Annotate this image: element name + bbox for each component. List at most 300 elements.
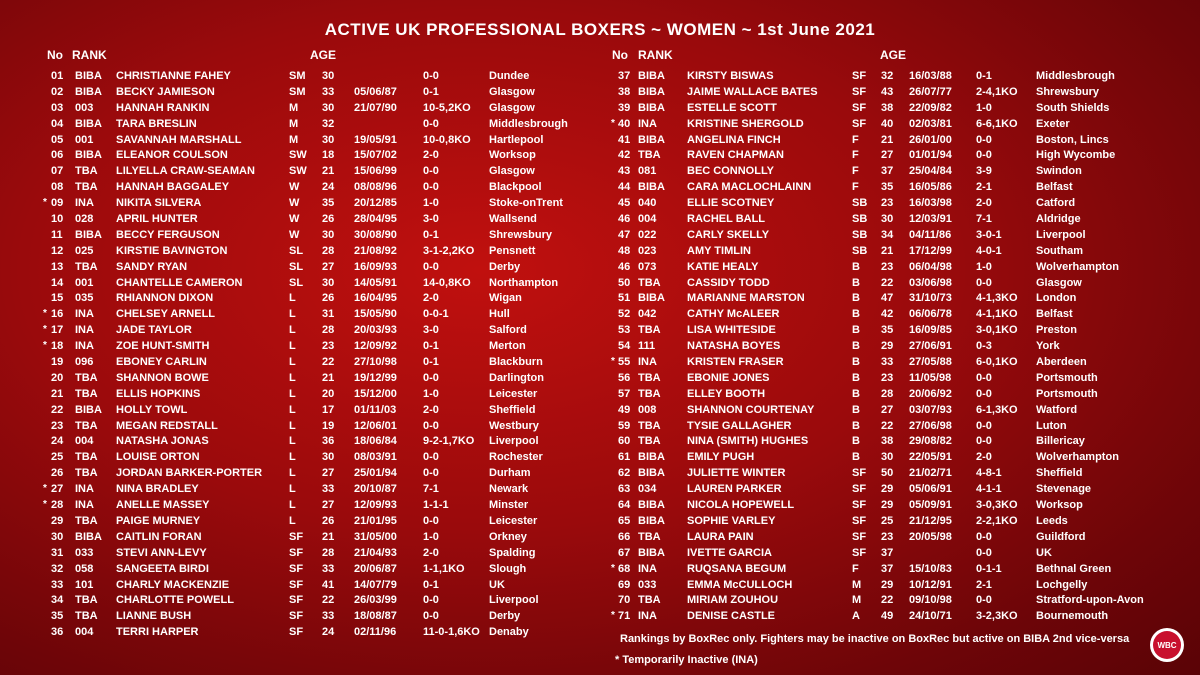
- boxer-name: JAIME WALLACE BATES: [687, 85, 818, 98]
- boxer-name: STEVI ANN-LEVY: [116, 546, 207, 559]
- boxer-no: 13: [51, 260, 64, 273]
- boxer-weight-class: L: [289, 435, 296, 448]
- boxer-rank: TBA: [638, 594, 661, 607]
- boxer-name: ESTELLE SCOTT: [687, 101, 777, 114]
- boxer-rank: 004: [75, 435, 94, 448]
- boxer-record: 3-0: [423, 324, 439, 337]
- boxer-location: Worksop: [489, 149, 536, 162]
- boxer-name: SANDY RYAN: [116, 260, 188, 273]
- boxer-age: 21: [881, 244, 894, 257]
- boxer-record: 0-0: [423, 514, 439, 527]
- boxer-location: Liverpool: [489, 594, 539, 607]
- boxer-name: CHARLY MACKENZIE: [116, 578, 230, 591]
- boxer-rank: BIBA: [638, 101, 665, 114]
- boxer-weight-class: B: [852, 276, 860, 289]
- boxer-no: 60: [618, 435, 631, 448]
- boxer-location: Shrewsbury: [1036, 85, 1099, 98]
- boxer-name: CARA MACLOCHLAINN: [687, 181, 812, 194]
- boxer-location: Leicester: [489, 514, 538, 527]
- boxer-weight-class: L: [289, 514, 296, 527]
- boxer-weight-class: M: [289, 117, 299, 130]
- boxer-location: UK: [1036, 546, 1052, 559]
- boxer-rank: 040: [638, 197, 657, 210]
- boxer-name: TERRI HARPER: [116, 626, 199, 639]
- boxer-location: Rochester: [489, 451, 543, 464]
- boxer-name: LILYELLA CRAW-SEAMAN: [116, 165, 255, 178]
- boxer-name: LOUISE ORTON: [116, 451, 200, 464]
- boxer-weight-class: M: [852, 578, 862, 591]
- boxer-weight-class: SF: [852, 483, 867, 496]
- boxer-location: Wallsend: [489, 213, 537, 226]
- boxer-dob: 14/05/91: [354, 276, 397, 289]
- boxer-rank: TBA: [638, 419, 661, 432]
- boxer-age: 26: [322, 514, 335, 527]
- boxer-rank: INA: [638, 117, 657, 130]
- boxer-star: *: [611, 562, 615, 574]
- boxer-name: NIKITA SILVERA: [116, 197, 202, 210]
- boxer-weight-class: A: [852, 610, 860, 623]
- boxer-record: 1-0: [423, 530, 439, 543]
- boxer-record: 0-0: [976, 149, 992, 162]
- boxer-age: 29: [881, 340, 894, 353]
- boxer-age: 38: [881, 101, 894, 114]
- boxer-rank: 023: [638, 244, 657, 257]
- boxer-name: TYSIE GALLAGHER: [687, 419, 792, 432]
- boxer-rank: BIBA: [75, 530, 102, 543]
- boxer-dob: 12/06/01: [354, 419, 397, 432]
- boxer-dob: 14/07/79: [354, 578, 397, 591]
- boxer-weight-class: F: [852, 562, 859, 575]
- boxer-name: PAIGE MURNEY: [116, 514, 201, 527]
- boxer-location: Lochgelly: [1036, 578, 1088, 591]
- boxer-record: 6-1,3KO: [976, 403, 1018, 416]
- boxer-weight-class: M: [289, 101, 299, 114]
- boxer-age: 35: [322, 197, 335, 210]
- boxer-location: Derby: [489, 260, 521, 273]
- boxer-star: *: [611, 610, 615, 622]
- boxer-age: 22: [881, 276, 894, 289]
- boxer-dob: 02/11/96: [354, 626, 397, 639]
- boxer-age: 24: [322, 626, 335, 639]
- boxer-no: 50: [618, 276, 631, 289]
- boxer-record: 0-0: [423, 70, 439, 82]
- boxer-weight-class: L: [289, 340, 296, 353]
- boxer-no: 57: [618, 387, 631, 400]
- boxer-location: Sheffield: [489, 403, 536, 416]
- boxer-no: 29: [51, 514, 64, 527]
- boxer-age: 22: [881, 419, 894, 432]
- boxer-weight-class: SW: [289, 149, 307, 162]
- boxer-dob: 15/12/00: [354, 387, 397, 400]
- boxer-rank: 035: [75, 292, 94, 305]
- boxer-age: 27: [322, 260, 335, 273]
- boxer-name: CHRISTIANNE FAHEY: [116, 70, 231, 82]
- boxer-no: 56: [618, 371, 631, 384]
- boxer-no: 54: [618, 340, 631, 353]
- boxer-age: 27: [322, 467, 335, 480]
- boxer-record: 2-0: [976, 451, 992, 464]
- boxer-weight-class: F: [852, 149, 859, 162]
- boxer-name: ANGELINA FINCH: [687, 133, 781, 146]
- boxer-name: BECKY JAMIESON: [116, 85, 215, 98]
- boxer-name: KATIE HEALY: [687, 260, 759, 273]
- boxer-record: 0-1: [423, 578, 439, 591]
- boxer-rank: BIBA: [75, 149, 102, 162]
- boxer-name: KRISTINE SHERGOLD: [687, 117, 804, 130]
- boxer-weight-class: SB: [852, 228, 868, 241]
- boxer-name: HANNAH BAGGALEY: [116, 181, 230, 194]
- boxer-record: 14-0,8KO: [423, 276, 471, 289]
- boxer-location: Westbury: [489, 419, 539, 432]
- boxer-age: 23: [881, 197, 894, 210]
- boxer-name: RACHEL BALL: [687, 213, 766, 226]
- boxer-age: 30: [881, 451, 894, 464]
- boxer-no: 22: [51, 403, 64, 416]
- boxer-rank: BIBA: [638, 499, 665, 512]
- boxer-age: 28: [322, 324, 335, 337]
- boxer-name: KIRSTIE BAVINGTON: [116, 244, 228, 257]
- boxer-record: 0-0: [423, 594, 439, 607]
- boxer-location: Liverpool: [1036, 228, 1086, 241]
- boxer-name: HANNAH RANKIN: [116, 101, 210, 114]
- boxer-location: Derby: [489, 610, 521, 623]
- boxer-weight-class: L: [289, 324, 296, 337]
- boxer-weight-class: SB: [852, 197, 868, 210]
- boxer-record: 4-8-1: [976, 467, 1002, 480]
- boxer-location: Portsmouth: [1036, 387, 1098, 400]
- boxer-weight-class: SF: [852, 514, 867, 527]
- boxer-rank: BIBA: [638, 133, 665, 146]
- boxer-record: 0-0: [423, 451, 439, 464]
- boxer-weight-class: W: [289, 181, 300, 194]
- boxer-location: Orkney: [489, 530, 527, 543]
- boxer-rank: 008: [638, 403, 657, 416]
- boxer-dob: 30/08/90: [354, 228, 397, 241]
- boxer-weight-class: L: [289, 371, 296, 384]
- boxer-dob: 16/03/98: [909, 197, 952, 210]
- boxer-star: *: [43, 197, 47, 209]
- boxer-rank: BIBA: [75, 403, 102, 416]
- boxer-age: 27: [322, 499, 335, 512]
- header-age: AGE: [310, 48, 337, 62]
- boxer-weight-class: SB: [852, 213, 868, 226]
- boxer-record: 0-0: [976, 546, 992, 559]
- boxer-location: Exeter: [1036, 117, 1070, 130]
- boxer-name: EMILY PUGH: [687, 451, 755, 464]
- boxer-dob: 15/07/02: [354, 149, 397, 162]
- boxer-star: *: [43, 324, 47, 336]
- boxer-record: 0-0: [976, 133, 992, 146]
- boxer-rank: 025: [75, 244, 94, 257]
- boxer-location: Wolverhampton: [1036, 451, 1119, 464]
- boxer-no: 32: [51, 562, 64, 575]
- boxer-dob: 16/09/85: [909, 324, 952, 337]
- boxer-age: 30: [322, 451, 335, 464]
- boxer-location: Preston: [1036, 324, 1077, 337]
- boxer-age: 33: [322, 610, 335, 623]
- boxer-rank: 033: [638, 578, 657, 591]
- boxer-record: 0-0: [976, 387, 992, 400]
- boxer-record: 7-1: [976, 213, 992, 226]
- boxer-rank: TBA: [638, 387, 661, 400]
- boxer-dob: 01/11/03: [354, 403, 397, 416]
- boxer-no: 43: [618, 165, 631, 178]
- boxer-no: 46: [618, 260, 631, 273]
- boxer-age: 35: [881, 181, 894, 194]
- boxer-age: 37: [881, 562, 894, 575]
- boxer-weight-class: SF: [852, 546, 867, 559]
- boxer-record: 0-1: [423, 356, 439, 369]
- boxer-no: 34: [51, 594, 64, 607]
- boxer-weight-class: SF: [852, 85, 867, 98]
- boxer-rank: 022: [638, 228, 657, 241]
- boxer-no: 35: [51, 610, 64, 623]
- inactive-legend: [615, 654, 758, 666]
- boxer-no: 55: [618, 356, 631, 369]
- boxer-dob: 01/01/94: [909, 149, 952, 162]
- boxer-location: Belfast: [1036, 181, 1073, 194]
- boxer-no: 01: [51, 70, 64, 82]
- boxer-record: 3-0-1: [976, 228, 1002, 241]
- boxer-no: 31: [51, 546, 64, 559]
- boxer-age: 22: [322, 594, 335, 607]
- boxer-rank: 001: [75, 133, 94, 146]
- boxer-location: Spalding: [489, 546, 536, 559]
- boxer-location: Merton: [489, 340, 526, 353]
- boxer-rank: BIBA: [638, 181, 665, 194]
- boxer-rank: TBA: [638, 435, 661, 448]
- boxer-location: Guildford: [1036, 530, 1086, 543]
- boxer-name: LAURA PAIN: [687, 530, 754, 543]
- boxer-location: London: [1036, 292, 1077, 305]
- boxer-rank: INA: [75, 499, 94, 512]
- boxer-weight-class: SF: [852, 499, 867, 512]
- boxer-name: HOLLY TOWL: [116, 403, 188, 416]
- boxer-weight-class: SF: [289, 594, 304, 607]
- boxer-location: Wolverhampton: [1036, 260, 1119, 273]
- boxer-location: Salford: [489, 324, 527, 337]
- boxer-weight-class: L: [289, 467, 296, 480]
- boxer-dob: 27/10/98: [354, 356, 397, 369]
- boxer-location: Aldridge: [1036, 213, 1081, 226]
- boxer-record: 0-0: [423, 260, 439, 273]
- page-title: ACTIVE UK PROFESSIONAL BOXERS ~ WOMEN ~ 1st June 2021: [324, 20, 876, 39]
- boxer-name: MARIANNE MARSTON: [687, 292, 805, 305]
- boxer-age: 26: [322, 213, 335, 226]
- boxer-dob: 05/06/91: [909, 483, 952, 496]
- boxer-star: *: [611, 356, 615, 368]
- boxer-rank: BIBA: [638, 451, 665, 464]
- boxer-rank: INA: [75, 483, 94, 496]
- boxer-no: 62: [618, 467, 631, 480]
- boxer-dob: 22/09/82: [909, 101, 952, 114]
- boxer-weight-class: SF: [289, 546, 304, 559]
- boxer-dob: 09/10/98: [909, 594, 952, 607]
- boxer-location: Luton: [1036, 419, 1067, 432]
- boxer-weight-class: L: [289, 387, 296, 400]
- boxer-name: KRISTEN FRASER: [687, 356, 784, 369]
- boxer-rank: 004: [638, 213, 657, 226]
- boxer-no: 65: [618, 514, 631, 527]
- boxer-no: 42: [618, 149, 631, 162]
- boxer-location: Catford: [1036, 197, 1076, 210]
- boxer-record: 4-1-1: [976, 483, 1002, 496]
- boxer-location: Glasgow: [489, 165, 535, 178]
- boxer-rank: 111: [638, 340, 656, 353]
- boxer-dob: 21/02/71: [909, 467, 952, 480]
- boxer-record: 4-1,3KO: [976, 292, 1018, 305]
- boxer-name: RHIANNON DIXON: [116, 292, 214, 305]
- boxer-record: 0-0: [976, 371, 992, 384]
- boxer-age: 37: [881, 165, 894, 178]
- boxer-weight-class: L: [289, 308, 296, 321]
- boxer-no: 19: [51, 356, 64, 369]
- boxer-weight-class: B: [852, 435, 860, 448]
- boxer-record: 1-0: [976, 101, 992, 114]
- boxer-age: 49: [881, 610, 894, 623]
- boxer-weight-class: F: [852, 165, 859, 178]
- boxer-dob: 20/06/87: [354, 562, 397, 575]
- boxer-no: 61: [618, 451, 631, 464]
- boxer-dob: 05/06/87: [354, 85, 397, 98]
- boxer-name: JORDAN BARKER-PORTER: [116, 467, 263, 480]
- boxer-location: Denaby: [489, 626, 529, 639]
- wbc-logo-text: WBC: [1157, 640, 1177, 650]
- boxer-dob: 16/04/95: [354, 292, 397, 305]
- boxer-age: 20: [322, 387, 335, 400]
- boxer-age: 30: [322, 228, 335, 241]
- boxer-rank: 058: [75, 562, 94, 575]
- boxer-record: 0-0: [423, 371, 439, 384]
- boxer-no: 10: [51, 213, 64, 226]
- boxer-weight-class: B: [852, 419, 860, 432]
- boxer-no: 08: [51, 181, 64, 194]
- boxer-weight-class: SF: [852, 70, 867, 82]
- boxer-location: Northampton: [489, 276, 559, 289]
- boxer-record: 0-3: [976, 340, 992, 353]
- boxer-record: 1-1-1: [423, 499, 449, 512]
- boxer-age: 32: [322, 117, 335, 130]
- boxer-location: Portsmouth: [1036, 371, 1098, 384]
- boxer-weight-class: L: [289, 483, 296, 496]
- boxer-location: Aberdeen: [1036, 356, 1087, 369]
- boxer-rank: TBA: [75, 260, 98, 273]
- boxer-dob: 12/09/92: [354, 340, 397, 353]
- boxer-dob: 03/07/93: [909, 403, 952, 416]
- boxer-age: 38: [881, 435, 894, 448]
- boxer-age: 22: [881, 594, 894, 607]
- boxer-dob: 26/07/77: [909, 85, 952, 98]
- boxer-age: 35: [881, 324, 894, 337]
- boxer-name: NATASHA JONAS: [116, 435, 209, 448]
- boxer-weight-class: SM: [289, 70, 306, 82]
- boxer-record: 0-0: [423, 165, 439, 178]
- boxer-location: Newark: [489, 483, 529, 496]
- boxer-no: 14: [51, 276, 64, 289]
- boxer-name: BECCY FERGUSON: [116, 228, 220, 241]
- inactive-legend-text: Temporarily Inactive (INA): [622, 654, 758, 666]
- boxer-location: Middlesbrough: [1036, 70, 1115, 82]
- boxer-name: ELEANOR COULSON: [116, 149, 228, 162]
- boxer-name: ELLIS HOPKINS: [116, 387, 201, 400]
- boxer-record: 9-2-1,7KO: [423, 435, 475, 448]
- header-rank: RANK: [72, 48, 107, 62]
- boxer-dob: 20/03/93: [354, 324, 397, 337]
- boxer-name: SANGEETA BIRDI: [116, 562, 209, 575]
- boxer-rank: 042: [638, 308, 657, 321]
- boxer-location: Hartlepool: [489, 133, 544, 146]
- boxer-age: 23: [881, 371, 894, 384]
- boxer-age: 33: [322, 483, 335, 496]
- boxer-record: 2-0: [423, 403, 439, 416]
- boxer-age: 40: [881, 117, 894, 130]
- boxer-weight-class: W: [289, 213, 300, 226]
- boxer-no: 71: [618, 610, 631, 623]
- boxer-weight-class: L: [289, 419, 296, 432]
- boxer-record: 0-0: [423, 419, 439, 432]
- boxer-record: 10-5,2KO: [423, 101, 471, 114]
- boxer-location: Pensnett: [489, 244, 536, 257]
- boxer-no: 49: [618, 403, 631, 416]
- boxer-dob: 28/04/95: [354, 213, 397, 226]
- boxer-record: 1-0: [423, 387, 439, 400]
- boxer-rank: TBA: [75, 467, 98, 480]
- boxer-age: 31: [322, 308, 335, 321]
- boxer-dob: 05/09/91: [909, 499, 952, 512]
- boxer-name: EBONIE JONES: [687, 371, 770, 384]
- boxer-age: 37: [881, 546, 894, 559]
- boxer-age: 36: [322, 435, 335, 448]
- boxer-weight-class: B: [852, 292, 860, 305]
- boxer-no: 25: [51, 451, 64, 464]
- boxer-age: 17: [322, 403, 335, 416]
- boxer-age: 50: [881, 467, 894, 480]
- boxer-location: Shrewsbury: [489, 228, 552, 241]
- boxer-rank: 003: [75, 101, 94, 114]
- boxer-record: 0-0: [423, 181, 439, 194]
- boxer-rank: BIBA: [638, 467, 665, 480]
- boxer-rank: BIBA: [638, 514, 665, 527]
- boxer-record: 0-1: [423, 340, 439, 353]
- boxer-name: CATHY McALEER: [687, 308, 780, 321]
- boxer-age: 22: [322, 356, 335, 369]
- boxer-no: 23: [51, 419, 64, 432]
- boxer-name: TARA BRESLIN: [116, 117, 197, 130]
- boxer-dob: 18/06/84: [354, 435, 397, 448]
- boxer-weight-class: F: [852, 133, 859, 146]
- boxer-name: CHARLOTTE POWELL: [116, 594, 234, 607]
- header-rank-right: RANK: [638, 48, 673, 62]
- boxer-rank: TBA: [75, 181, 98, 194]
- boxer-record: 1-0: [423, 197, 439, 210]
- boxer-rank: TBA: [75, 371, 98, 384]
- boxer-rank: TBA: [638, 276, 661, 289]
- boxer-location: Liverpool: [489, 435, 539, 448]
- boxer-location: Boston, Lincs: [1036, 133, 1109, 146]
- boxer-location: Darlington: [489, 371, 544, 384]
- boxer-location: Stratford-upon-Avon: [1036, 594, 1144, 607]
- boxer-weight-class: F: [852, 181, 859, 194]
- boxer-no: 20: [51, 371, 64, 384]
- boxer-location: Stoke-onTrent: [489, 197, 563, 210]
- boxer-record: 0-1-1: [976, 562, 1002, 575]
- boxer-age: 27: [881, 403, 894, 416]
- boxer-age: 24: [322, 181, 335, 194]
- boxer-dob: 15/10/83: [909, 562, 952, 575]
- boxer-dob: 25/04/84: [909, 165, 952, 178]
- boxer-name: JULIETTE WINTER: [687, 467, 786, 480]
- asterisk-symbol: *: [615, 654, 620, 666]
